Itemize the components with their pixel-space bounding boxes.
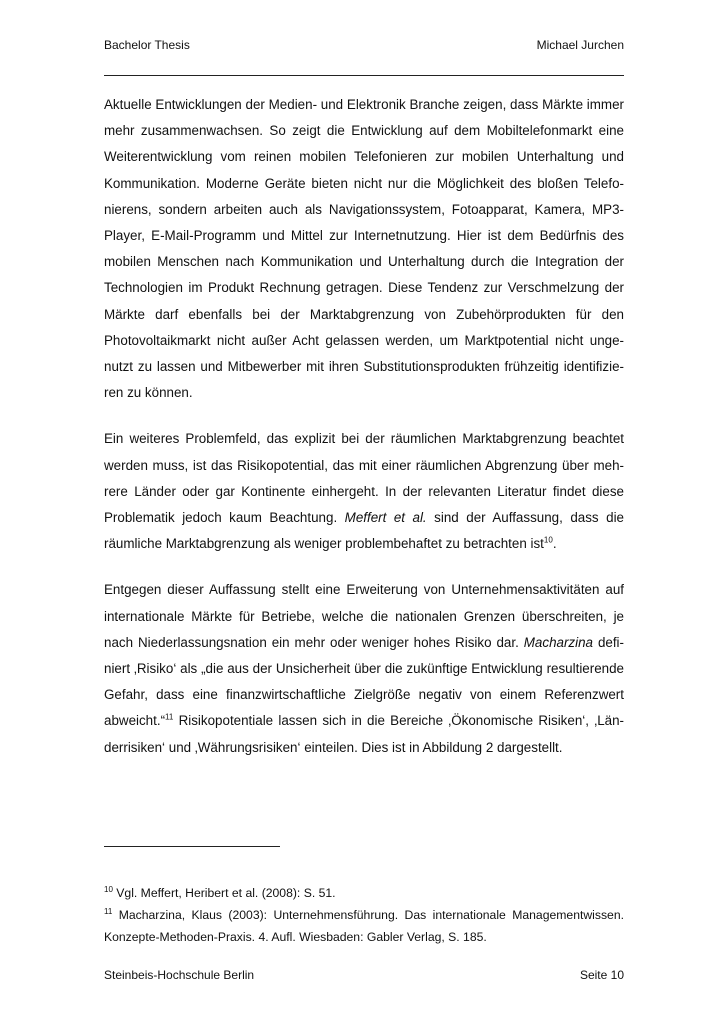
- author-name: Meffert et al.: [344, 510, 427, 526]
- footnote-divider: [104, 846, 280, 847]
- text-run: Aktuelle Entwicklungen der Medien- und Elektronik Branche zeigen, dass Märkte immer mehr zusammenwachsen. So zeigt die Entwicklung auf dem Mobiltelefonmarkt eine Weiterentwicklung vom reinen mobilen Telefonieren zur mobilen Unterhaltung und Kommunikation. Moderne Geräte bieten nicht nur die Möglichkeit des bloßen Telefonierens, sondern arbeiten auch als Navigationssystem, Fotoapparat, Kamera, MP3-Player, E-Mail-Programm und Mittel zur Internetnutzung. Hier ist dem Bedürfnis des mobilen Menschen nach Kommunikation und Unterhaltung durch die Integration der Technologien im Produkt Rechnung getragen. Diese Tendenz zur Verschmelzung der Märkte darf ebenfalls bei der Marktabgrenzung von Zubehörprodukten für den Photovoltaikmarkt nicht außer Acht gelassen werden, um Marktpotential nicht ungenutzt zu lassen und Mitbewerber mit ihren Substitutionsprodukten frühzeitig identifizieren zu können.: [104, 97, 624, 401]
- footnote-reference: 10: [543, 535, 553, 545]
- text-run: definiert ‚Risiko‘ als „die aus der Unsicherheit über die zukünftige Entwicklung resultierende Gefahr, dass eine finanzwirtschaftliche Zielgröße negativ von einem Referenzwert abweicht.“: [104, 634, 624, 729]
- text-run: .: [552, 536, 557, 552]
- author-name: Macharzina: [523, 634, 593, 650]
- text-run: Risikopotentiale lassen sich in die Bereiche ‚Ökonomische Risiken‘, ‚Länderrisiken‘ und ‚Währungsrisiken‘ einteilen. Dies ist in Abbildung 2 dargestellt.: [104, 713, 624, 755]
- text-run: Entgegen dieser Auffassung stellt eine Erweiterung von Unternehmensaktivitäten auf internationale Märkte für Betriebe, welche die nationalen Grenzen überschreiten, je nach Niederlassungsnation ein mehr oder weniger hohes Risiko dar.: [104, 582, 624, 650]
- footnote-text: Macharzina, Klaus (2003): Unternehmensführung. Das internationale Managementwissen. Konzepte-Methoden-Praxis. 4. Aufl. Wiesbaden: Gabler Verlag, S. 185.: [104, 908, 624, 944]
- footnote-number: 10: [104, 884, 113, 894]
- footnotes: [104, 882, 624, 948]
- footer-page-number: Seite 10: [579, 968, 624, 982]
- body-text: [104, 92, 624, 781]
- header-thesis-type: Bachelor Thesis: [104, 38, 190, 52]
- text-run: sind der Auffassung, dass die räumliche Marktabgrenzung als weniger problembehaftet zu betrachten ist: [104, 510, 624, 552]
- footer-institution: Steinbeis-Hochschule Berlin: [104, 968, 255, 982]
- paragraph: [104, 426, 624, 557]
- paragraph: [104, 92, 624, 406]
- footnote: [104, 904, 624, 948]
- footnote-number: 11: [104, 906, 113, 916]
- text-run: Ein weiteres Problemfeld, das explizit bei der räumlichen Marktabgrenzung beachtet werden muss, ist das Risikopotential, das mit einer räumlichen Abgrenzung über mehrere Länder oder gar Kontinente einhergeht. In der relevanten Literatur findet diese Problematik jedoch kaum Beachtung.: [104, 431, 624, 526]
- header-author: Michael Jurchen: [536, 38, 624, 52]
- footnote-text: Vgl. Meffert, Heribert et al. (2008): S. 51.: [112, 886, 336, 900]
- footnote-reference: 11: [165, 713, 174, 722]
- header-divider: [104, 75, 624, 76]
- paragraph: [104, 577, 624, 760]
- footnote: [104, 882, 624, 904]
